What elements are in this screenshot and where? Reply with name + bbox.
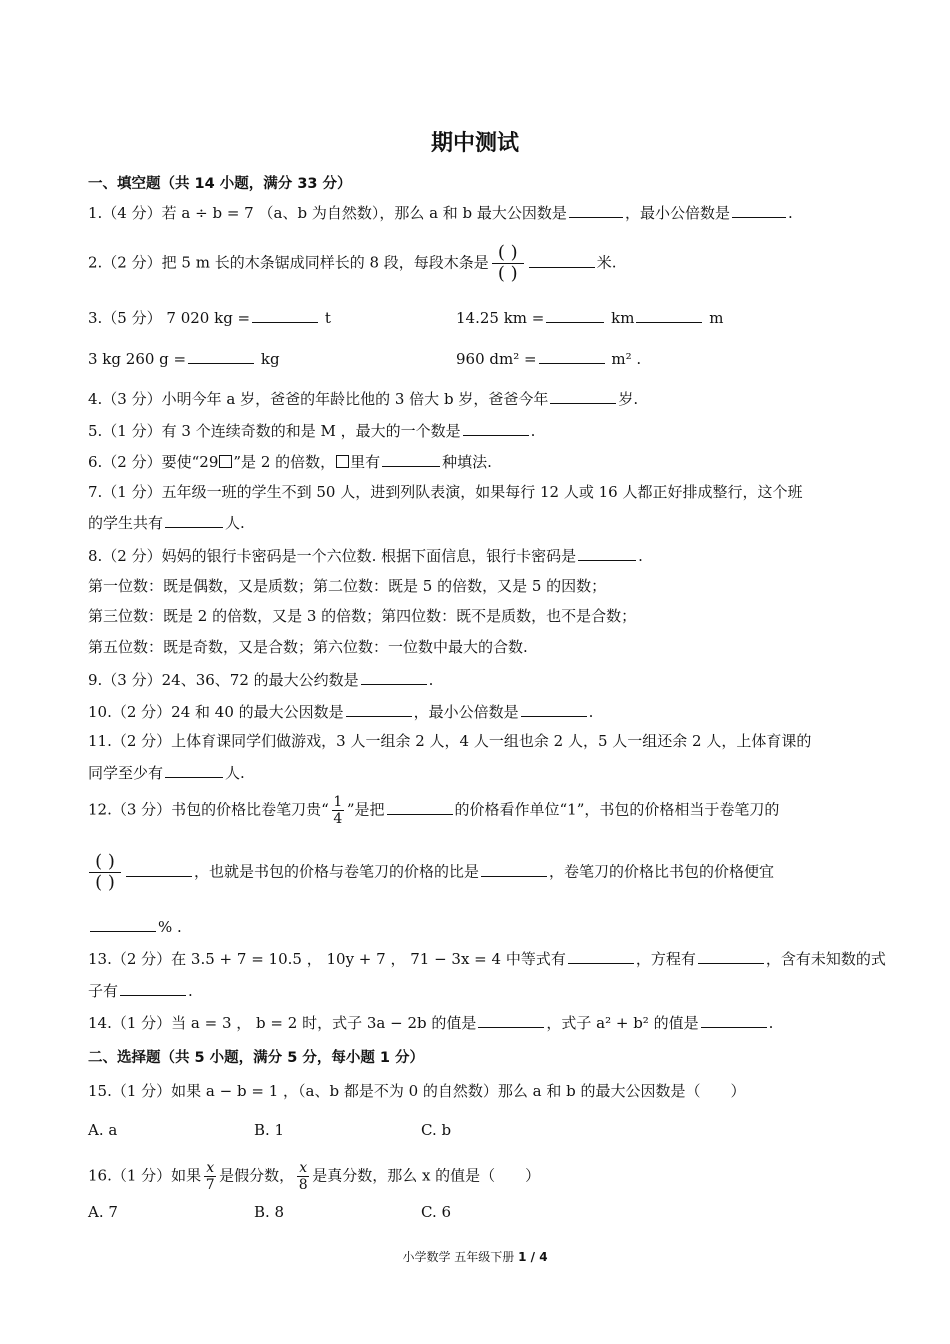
q3-item-4-text: 960 dm² =: [456, 350, 537, 368]
answer-blank[interactable]: [550, 388, 616, 404]
fraction-numerator: ( ): [95, 851, 115, 872]
q12-text-c: 的价格看作单位“1”，书包的价格相当于卷笔刀的: [454, 800, 780, 819]
fraction: [297, 1160, 309, 1193]
question-14: [88, 1012, 773, 1033]
answer-blank[interactable]: [120, 980, 186, 996]
q16-text: 16.（1 分）如果: [88, 1166, 202, 1185]
question-11-cont: [88, 762, 245, 783]
fraction-denominator: 4: [333, 811, 343, 827]
q7-text-c: 人.: [225, 514, 245, 532]
q8-clue-line: 第一位数：既是偶数，又是质数；第二位数：既是 5 的倍数，又是 5 的因数；: [88, 577, 607, 595]
answer-blank[interactable]: [529, 252, 595, 268]
fraction-blank[interactable]: [89, 852, 121, 893]
section-heading-choice: 二、选择题（共 5 小题，满分 5 分，每小题 1 分）: [88, 1050, 425, 1066]
q10-text: 10.（2 分）24 和 40 的最大公因数是: [88, 703, 344, 721]
question-13-cont: [88, 980, 193, 1001]
q3-item-4: [456, 348, 641, 368]
q14-text-c: .: [768, 1014, 774, 1032]
section-heading-fill: 一、填空题（共 14 小题，满分 33 分）: [88, 176, 352, 192]
q3-item-3: [88, 348, 280, 368]
q11-text-c: 人.: [225, 764, 245, 782]
q5-text-b: .: [530, 422, 536, 440]
answer-blank[interactable]: [126, 861, 192, 877]
q8-text: 8.（2 分）妈妈的银行卡密码是一个六位数. 根据下面信息，银行卡密码是: [88, 547, 577, 565]
answer-blank[interactable]: [188, 348, 254, 364]
q6-text: 6.（2 分）要使“29: [88, 453, 219, 471]
q5-text: 5.（1 分）有 3 个连续奇数的和是 M ，最大的一个数是: [88, 422, 461, 440]
square-box-icon: [336, 455, 349, 468]
q11-text-b: 同学至少有: [88, 764, 164, 782]
fraction-numerator: x: [206, 1160, 215, 1176]
question-13: [88, 948, 886, 969]
q7-text-b: 的学生共有: [88, 514, 164, 532]
question-6: [88, 451, 492, 472]
q12-text-e: ，卷笔刀的价格比书包的价格便宜: [549, 862, 775, 881]
q13-text-d: 子有: [88, 982, 119, 1000]
q8-clue-line: 第五位数：既是奇数，又是合数；第六位数：一位数中最大的合数.: [88, 638, 528, 656]
q13-text-c: ，含有未知数的式: [765, 950, 886, 968]
q13-text: 13.（2 分）在 3.5 + 7 = 10.5 ， 10y + 7 ， 71 − 3x = 4 中等式有: [88, 950, 566, 968]
answer-blank[interactable]: [578, 545, 636, 561]
q2-text: 2.（2 分）把 5 m 长的木条锯成同样长的 8 段，每段木条是: [88, 253, 489, 272]
unit-label: kg: [260, 350, 280, 368]
option-c[interactable]: C. 6: [421, 1203, 452, 1221]
page-number: 1 / 4: [518, 1250, 548, 1264]
answer-blank[interactable]: [478, 1012, 544, 1028]
unit-label: m: [709, 309, 724, 327]
question-7: [88, 482, 803, 502]
question-12-cont: [86, 852, 774, 893]
option-b[interactable]: B. 8: [254, 1203, 285, 1221]
question-1: [88, 202, 793, 223]
answer-blank[interactable]: [481, 861, 547, 877]
fraction-denominator: 8: [298, 1177, 308, 1193]
question-2: [88, 243, 617, 284]
question-12: [88, 794, 779, 827]
q10-text-c: .: [588, 703, 594, 721]
q13-text-e: .: [188, 982, 193, 1000]
q12-text: 12.（3 分）书包的价格比卷笔刀贵“: [88, 800, 329, 819]
fraction-numerator: 1: [333, 794, 343, 810]
question-5: [88, 420, 535, 441]
q2-text-b: 米.: [596, 253, 617, 272]
q1-expr: a ÷ b = 7: [181, 204, 254, 222]
answer-blank[interactable]: [361, 669, 427, 685]
answer-blank[interactable]: [521, 701, 587, 717]
unit-label: t: [324, 309, 331, 327]
q3-item-2: [456, 307, 723, 327]
page-title: 期中测试: [430, 131, 519, 156]
answer-blank[interactable]: [165, 762, 223, 778]
fraction-denominator: ( ): [95, 872, 115, 893]
answer-blank[interactable]: [546, 307, 604, 323]
question-4: [88, 388, 638, 409]
q3-item-2-text: 14.25 km =: [456, 309, 545, 327]
unit-label: m² .: [611, 350, 642, 368]
q10-text-b: ，最小公倍数是: [413, 703, 519, 721]
fraction: [332, 794, 344, 827]
page-footer: [0, 1248, 950, 1265]
q1-text-c: ，最小公倍数是: [624, 204, 730, 222]
answer-blank[interactable]: [463, 420, 529, 436]
option-c[interactable]: C. b: [421, 1121, 452, 1139]
square-box-icon: [219, 455, 232, 468]
q8-clue-line: 第三位数：既是 2 的倍数，又是 3 的倍数；第四位数：既不是质数，也不是合数；: [88, 607, 637, 625]
fraction-numerator: ( ): [497, 242, 518, 263]
answer-blank[interactable]: [636, 307, 702, 323]
question-10: [88, 701, 593, 722]
answer-blank[interactable]: [165, 512, 223, 528]
fraction-blank[interactable]: [492, 243, 524, 284]
answer-blank[interactable]: [539, 348, 605, 364]
answer-blank[interactable]: [90, 916, 156, 932]
fraction: [204, 1160, 216, 1193]
q1-text-b: （a、b 为自然数），那么 a 和 b 最大公因数是: [258, 204, 567, 222]
answer-blank[interactable]: [698, 948, 764, 964]
q9-text: 9.（3 分）24、36、72 的最大公约数是: [88, 671, 359, 689]
answer-blank[interactable]: [569, 202, 623, 218]
q3-item-3-text: 3 kg 260 g =: [88, 350, 187, 368]
q14-text-b: ，式子 a² + b² 的值是: [546, 1014, 699, 1032]
answer-blank[interactable]: [387, 799, 453, 815]
q13-text-b: ，方程有: [635, 950, 696, 968]
q12-text-f: % .: [158, 918, 182, 936]
q4-text: 4.（3 分）小明今年 a 岁，爸爸的年龄比他的 3 倍大 b 岁，爸爸今年: [88, 390, 549, 408]
q6-text-c: 里有: [350, 453, 381, 471]
answer-blank[interactable]: [701, 1012, 767, 1028]
q16-text-c: 是真分数，那么 x 的值是（ ）: [312, 1166, 541, 1185]
q12-text-b: ”是把: [346, 800, 385, 819]
q6-text-b: ”是 2 的倍数，: [233, 453, 336, 471]
fraction-denominator: 7: [205, 1177, 215, 1193]
q12-text-d: ，也就是书包的价格与卷笔刀的价格的比是: [194, 862, 480, 881]
question-8: [88, 545, 643, 566]
q16-text-b: 是假分数，: [219, 1166, 295, 1185]
q8-text-b: .: [638, 547, 643, 565]
answer-blank[interactable]: [732, 202, 786, 218]
question-16: [88, 1160, 540, 1193]
footer-text: 小学数学 五年级下册: [402, 1250, 515, 1264]
answer-blank[interactable]: [252, 307, 318, 323]
option-a[interactable]: A. 7: [88, 1203, 118, 1221]
question-12-cont2: [88, 916, 182, 937]
q3-item-1-text: 3.（5 分） 7 020 kg =: [88, 309, 251, 327]
fraction-denominator: ( ): [497, 263, 518, 284]
answer-blank[interactable]: [568, 948, 634, 964]
question-11: [88, 731, 811, 751]
q6-text-d: 种填法.: [442, 453, 492, 471]
q1-text-d: .: [787, 204, 793, 222]
q7-text: 7.（1 分）五年级一班的学生不到 50 人，进到列队表演，如果每行 12 人或 16 人都正好排成整行，这个班: [88, 483, 803, 501]
q1-text: 1.（4 分）若: [88, 204, 177, 222]
fraction-numerator: x: [299, 1160, 308, 1176]
q14-text: 14.（1 分）当 a = 3 ， b = 2 时，式子 3a − 2b 的值是: [88, 1014, 477, 1032]
q3-item-1: [88, 307, 331, 328]
question-15: 15.（1 分）如果 a − b = 1 ，（a、b 都是不为 0 的自然数）那么 a 和 b 的最大公因数是（ ）: [88, 1082, 746, 1100]
q4-text-b: 岁.: [618, 390, 639, 408]
unit-label: km: [611, 309, 635, 327]
answer-blank[interactable]: [346, 701, 412, 717]
question-7-cont: [88, 512, 245, 533]
question-9: [88, 669, 433, 690]
q11-text: 11.（2 分）上体育课同学们做游戏，3 人一组余 2 人，4 人一组也余 2 人，5 人一组还余 2 人，上体育课的: [88, 732, 812, 750]
option-a[interactable]: A. a: [88, 1121, 118, 1139]
option-b[interactable]: B. 1: [254, 1121, 285, 1139]
answer-blank[interactable]: [382, 451, 440, 467]
q9-text-b: .: [428, 671, 434, 689]
